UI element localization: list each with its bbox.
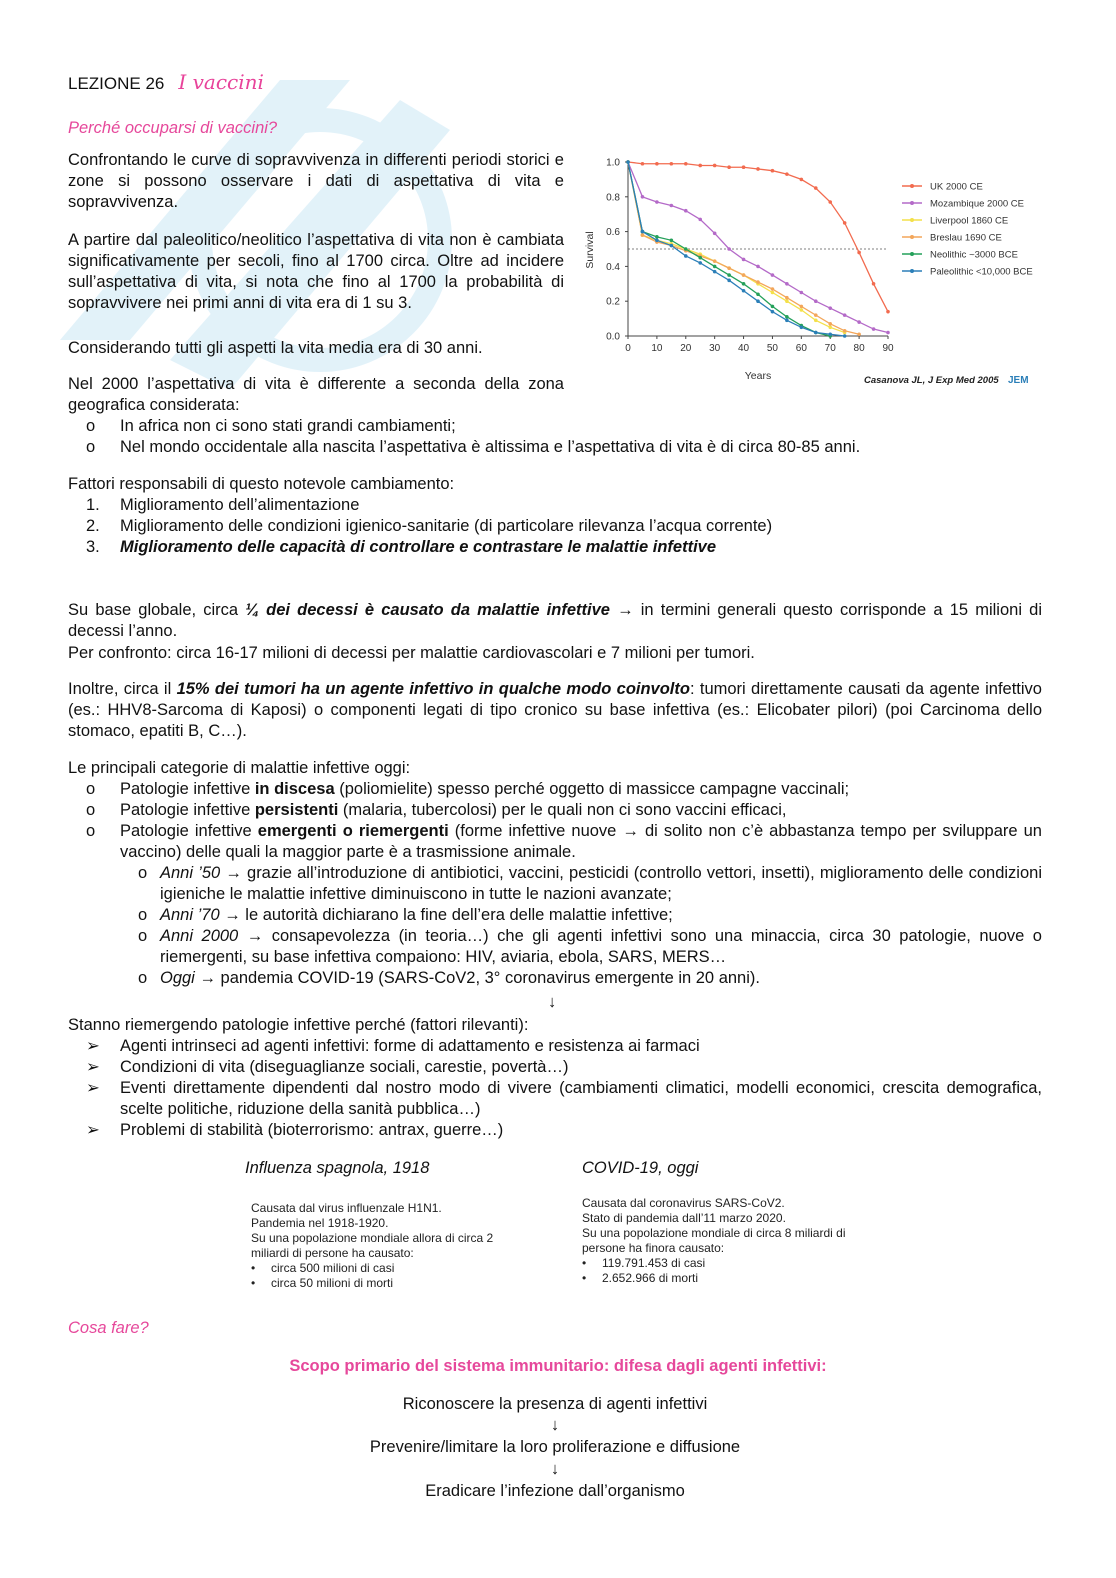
covid-title: COVID-19, oggi — [582, 1159, 699, 1177]
chart-data-point — [814, 331, 818, 335]
text-run: : tumori direttamente causati da agente infettivo (es.: HHV8-Sarcoma di Kaposi) o componenti legati di tipo cronico su base infettiva (es.: Elicobater pilori) (poi Carcinoma dello stomaco, epatiti B, C…). — [68, 680, 1042, 740]
sub-list-item — [68, 926, 1042, 968]
immune-system-heading: Scopo primario del sistema immunitario: difesa dagli agenti infettivi: — [289, 1357, 827, 1375]
chart-data-point — [872, 282, 876, 286]
chart-x-tick-label: 0 — [625, 343, 631, 354]
chart-legend-marker — [910, 235, 914, 239]
chart-data-point — [684, 247, 688, 251]
bullet-marker: o — [138, 864, 148, 882]
list-item-text: Agenti intrinseci ad agenti infettivi: forme di adattamento e resistenza ai farmaci — [120, 1037, 700, 1055]
chart-data-point — [713, 270, 717, 274]
bullet-marker: o — [86, 780, 96, 798]
text-run: (malaria, tubercolosi) per le quali non ci sono vaccini efficaci, — [338, 801, 787, 819]
step-recognize: Riconoscere la presenza di agenti infettivi — [402, 1395, 708, 1413]
factors-list — [68, 495, 1048, 558]
list-item-text: Miglioramento delle condizioni igienico-sanitarie (di particolare rilevanza l’acqua corrente) — [120, 517, 773, 535]
chart-data-point — [756, 280, 760, 284]
sub-list-item — [68, 968, 1042, 989]
chart-data-point — [756, 265, 760, 269]
chart-x-tick-label: 90 — [882, 343, 894, 354]
list-item — [68, 1036, 1042, 1057]
box-line: Causata dal virus influenzale H1N1. — [251, 1201, 442, 1215]
era-label: Anni 2000 — [160, 927, 239, 945]
arrow-bullet-icon: ➢ — [86, 1121, 100, 1139]
chart-data-point — [771, 310, 775, 314]
chart-data-point — [785, 299, 789, 303]
chart-data-point — [655, 200, 659, 204]
paleolithic-paragraph: A partire dal paleolitico/neolitico l’aspettativa di vita non è cambiata significativamente per secoli, fino al 1700 circa. Oltre ad incidere sull’aspettativa di vita, si nota che fino al 1700 la probabilità di sopravvivere nei primi anni di vita era di 1 su 3. — [68, 231, 564, 312]
box-bullet-text: 2.652.966 di morti — [602, 1271, 699, 1285]
chart-data-point — [713, 265, 717, 269]
lesson-header — [68, 72, 264, 94]
box-bullet — [251, 1261, 541, 1276]
down-arrow: ↓ — [550, 1416, 560, 1434]
survival-chart — [572, 146, 1048, 396]
chart-data-point — [843, 334, 847, 338]
chart-data-point — [756, 167, 760, 171]
geo-bullet-list — [68, 416, 1048, 458]
chart-citation: Casanova JL, J Exp Med 2005 — [864, 375, 999, 386]
chart-data-point — [857, 332, 861, 336]
chart-data-point — [800, 291, 804, 295]
list-item — [68, 516, 1048, 537]
chart-data-point — [713, 259, 717, 263]
chart-data-point — [785, 282, 789, 286]
chart-x-tick-label: 80 — [853, 343, 865, 354]
chart-x-tick-label: 20 — [680, 343, 692, 354]
list-item-text: Miglioramento dell’alimentazione — [120, 496, 360, 514]
chart-data-point — [828, 332, 832, 336]
chart-x-tick-label: 10 — [651, 343, 663, 354]
chart-data-point — [713, 164, 717, 168]
text-run-emphasis: emergenti o riemergenti — [257, 822, 449, 840]
chart-y-tick-label: 1.0 — [606, 157, 620, 169]
box-bullet-text: 119.791.453 di casi — [602, 1256, 706, 1270]
text-run-emphasis: ¼ dei decessi è causato da malattie infettive — [245, 601, 610, 619]
chart-data-point — [670, 244, 674, 248]
comparison-paragraph: Per confronto: circa 16-17 milioni di decessi per malattie cardiovascolari e 7 milioni per tumori. — [68, 644, 755, 662]
bullet-dot: • — [251, 1276, 256, 1290]
list-number: 3. — [86, 538, 100, 556]
chart-x-axis-label: Years — [744, 370, 772, 382]
chart-data-point — [814, 186, 818, 190]
year-2000-paragraph: Nel 2000 l’aspettativa di vita è differente a seconda della zona geografica considerata: — [68, 375, 564, 414]
list-item — [68, 416, 1048, 437]
chart-data-point — [756, 292, 760, 296]
box-line: Su una popolazione mondiale di circa 8 miliardi di — [582, 1226, 846, 1240]
box-line: Causata dal coronavirus SARS-CoV2. — [582, 1196, 785, 1210]
list-number: 2. — [86, 517, 100, 535]
chart-data-point — [785, 315, 789, 319]
text-run-emphasis: persistenti — [254, 801, 339, 819]
chart-legend-label: Mozambique 2000 CE — [930, 198, 1024, 210]
spanish-flu-box — [251, 1201, 541, 1291]
list-item — [68, 1120, 1042, 1141]
chart-data-point — [785, 172, 789, 176]
bullet-marker: o — [138, 969, 148, 987]
chart-data-point — [886, 310, 890, 314]
chart-legend-label: Breslau 1690 CE — [930, 232, 1002, 244]
list-item — [68, 537, 1048, 558]
chart-data-point — [698, 256, 702, 260]
chart-data-point — [742, 289, 746, 293]
box-bullet-text: circa 500 milioni di casi — [271, 1261, 395, 1275]
chart-series-line — [628, 162, 888, 333]
text-run-emphasis: 15% dei tumori ha un agente infettivo in qualche modo coinvolto — [176, 680, 690, 698]
todo-question: Cosa fare? — [68, 1319, 149, 1337]
list-item — [68, 495, 1048, 516]
chart-legend-marker — [910, 184, 914, 188]
bullet-marker: o — [86, 822, 96, 840]
handwritten-title: I vaccini — [178, 70, 264, 94]
chart-y-tick-label: 0.2 — [606, 296, 620, 308]
text-run-emphasis: in discesa — [254, 780, 335, 798]
bullet-marker: o — [86, 417, 96, 435]
chart-data-point — [670, 204, 674, 208]
text-run: Patologie infettive — [120, 780, 255, 798]
chart-data-point — [828, 322, 832, 326]
text-run: → consapevolezza (in teoria…) che gli agenti infettivi sono una minaccia, circa 30 patologie, nuove o riemergenti, su base infettiva compaiono: HIV, aviaria, ebola, SARS, MERS… — [160, 927, 1042, 966]
list-item-text: Problemi di stabilità (bioterrorismo: antrax, guerre…) — [120, 1121, 504, 1139]
chart-data-point — [655, 162, 659, 166]
box-line: persone ha finora causato: — [582, 1241, 725, 1255]
chart-data-point — [828, 306, 832, 310]
sub-list-item — [68, 905, 1042, 926]
chart-legend-label: Liverpool 1860 CE — [930, 215, 1009, 227]
chart-data-point — [814, 299, 818, 303]
list-item — [68, 1057, 1042, 1078]
list-item — [68, 779, 1042, 800]
arrow-bullet-icon: ➢ — [86, 1037, 100, 1055]
lesson-number: LEZIONE 26 — [68, 74, 165, 93]
chart-legend-marker — [910, 218, 914, 222]
era-label: Anni ’70 — [160, 906, 220, 924]
chart-data-point — [771, 273, 775, 277]
chart-data-point — [698, 261, 702, 265]
down-arrow: ↓ — [548, 993, 557, 1011]
chart-data-point — [670, 162, 674, 166]
average-life-paragraph: Considerando tutti gli aspetti la vita media era di 30 anni. — [68, 339, 483, 357]
chart-data-point — [785, 296, 789, 300]
chart-data-point — [800, 305, 804, 309]
list-item-text: Nel mondo occidentale alla nascita l’aspettativa è altissima e l’aspettativa di vita è di circa 80-85 anni. — [120, 438, 861, 456]
chart-data-point — [698, 164, 702, 168]
list-item — [68, 437, 1048, 458]
chart-legend-label: UK 2000 CE — [930, 181, 983, 193]
spanish-flu-title: Influenza spagnola, 1918 — [245, 1159, 430, 1177]
era-label: Anni ’50 — [160, 864, 221, 882]
chart-data-point — [843, 313, 847, 317]
chart-data-point — [727, 247, 731, 251]
bullet-marker: o — [86, 438, 96, 456]
chart-legend-marker — [910, 201, 914, 205]
chart-data-point — [872, 327, 876, 331]
chart-journal-mark: JEM — [1008, 375, 1029, 386]
chart-data-point — [641, 162, 645, 166]
chart-data-point — [727, 266, 731, 270]
chart-data-point — [785, 319, 789, 323]
arrow-bullet-icon: ➢ — [86, 1079, 100, 1097]
sub-list-item — [68, 863, 1042, 905]
chart-data-point — [771, 169, 775, 173]
chart-data-point — [727, 165, 731, 169]
chart-data-point — [857, 251, 861, 255]
chart-y-tick-label: 0.8 — [606, 192, 620, 204]
list-number: 1. — [86, 496, 100, 514]
box-line: Su una popolazione mondiale allora di circa 2 — [251, 1231, 494, 1245]
down-arrow: ↓ — [550, 1460, 560, 1478]
chart-data-point — [886, 331, 890, 335]
bullet-marker: o — [86, 801, 96, 819]
chart-x-tick-label: 60 — [795, 343, 807, 354]
box-line: miliardi di persone ha causato: — [251, 1246, 414, 1260]
chart-series-line — [628, 162, 845, 333]
chart-data-point — [655, 239, 659, 243]
chart-data-point — [771, 287, 775, 291]
list-item-text: Miglioramento delle capacità di controllare e contrastare le malattie infettive — [120, 538, 717, 556]
chart-data-point — [828, 326, 832, 330]
chart-x-tick-label: 50 — [766, 343, 779, 354]
chart-data-point — [800, 326, 804, 330]
era-label: Oggi — [160, 969, 195, 987]
chart-data-point — [771, 291, 775, 295]
chart-data-point — [727, 279, 731, 283]
chart-data-point — [756, 299, 760, 303]
text-run: Inoltre, circa il — [68, 680, 177, 698]
chart-data-point — [670, 239, 674, 243]
box-line: Pandemia nel 1918-1920. — [251, 1216, 389, 1230]
chart-x-tick-label: 40 — [737, 343, 750, 354]
bullet-dot: • — [582, 1271, 587, 1285]
chart-data-point — [800, 178, 804, 182]
factors-intro: Fattori responsabili di questo notevole cambiamento: — [68, 475, 455, 493]
chart-data-point — [843, 329, 847, 333]
chart-legend-marker — [910, 269, 914, 273]
arrow-bullet-icon: ➢ — [86, 1058, 100, 1076]
categories-list — [68, 779, 1042, 989]
bullet-dot: • — [251, 1261, 256, 1275]
chart-data-point — [641, 230, 645, 234]
text-run: (forme infettive nuove → di solito non c’è abbastanza tempo per sviluppare un vaccino) delle quali la maggior parte è a trasmissione animale. — [120, 822, 1042, 861]
reemerging-list — [68, 1036, 1042, 1141]
chart-data-point — [684, 254, 688, 258]
bullet-dot: • — [582, 1256, 587, 1270]
list-item-text: In africa non ci sono stati grandi cambiamenti; — [120, 417, 456, 435]
chart-data-point — [857, 320, 861, 324]
chart-data-point — [684, 162, 688, 166]
bullet-marker: o — [138, 927, 148, 945]
chart-y-axis-label: Survival — [584, 231, 596, 269]
box-bullet-text: circa 50 milioni di morti — [271, 1276, 394, 1290]
chart-data-point — [641, 233, 645, 237]
chart-legend-marker — [910, 252, 914, 256]
chart-data-point — [814, 319, 818, 323]
chart-data-point — [742, 273, 746, 277]
text-run: → in termini generali questo corrisponde a 15 milioni di decessi l’anno. — [68, 601, 1042, 640]
chart-data-point — [843, 221, 847, 225]
chart-legend-label: Neolithic ~3000 BCE — [930, 249, 1018, 261]
chart-x-tick-label: 30 — [709, 343, 721, 354]
chart-x-tick-label: 70 — [824, 343, 836, 354]
covid-box — [582, 1196, 892, 1286]
text-run: → pandemia COVID-19 (SARS-CoV2, 3° coronavirus emergente in 20 anni). — [194, 969, 760, 987]
text-run: (poliomielite) spesso perché oggetto di massicce campagne vaccinali; — [334, 780, 850, 798]
chart-data-point — [742, 282, 746, 286]
chart-data-point — [655, 235, 659, 239]
chart-data-point — [742, 165, 746, 169]
chart-data-point — [698, 218, 702, 222]
global-deaths-paragraph — [68, 600, 1042, 642]
chart-data-point — [814, 313, 818, 317]
chart-data-point — [641, 195, 645, 199]
step-eradicate: Eradicare l’infezione dall’organismo — [425, 1482, 685, 1500]
text-run: Patologie infettive — [120, 822, 258, 840]
tumors-paragraph — [68, 679, 1042, 742]
chart-data-point — [828, 200, 832, 204]
box-line: Stato di pandemia dall’11 marzo 2020. — [582, 1211, 786, 1225]
intro-paragraph: Confrontando le curve di sopravvivenza in differenti periodi storici e zone si possono osservare i dati di aspettativa di vita e sopravvivenza. — [68, 151, 564, 211]
text-run: Patologie infettive — [120, 801, 255, 819]
chart-y-tick-label: 0.0 — [606, 331, 620, 343]
list-item-text: Condizioni di vita (diseguaglianze sociali, carestie, povertà…) — [120, 1058, 569, 1076]
box-bullet — [251, 1276, 541, 1291]
list-item — [68, 1078, 1042, 1120]
chart-data-point — [800, 308, 804, 312]
chart-data-point — [771, 305, 775, 309]
categories-intro: Le principali categorie di malattie infettive oggi: — [68, 759, 411, 777]
chart-data-point — [684, 209, 688, 213]
reemerging-intro: Stanno riemergendo patologie infettive perché (fattori rilevanti): — [68, 1016, 529, 1034]
text-run: → grazie all’introduzione di antibiotici, vaccini, pesticidi (controllo vettori, insetti), miglioramento delle condizioni igieniche le malattie infettive diminuiscono in tutte le nazioni avanzate; — [160, 864, 1042, 903]
text-run: Su base globale, circa — [68, 601, 246, 619]
chart-series-line — [628, 162, 859, 334]
chart-series-line — [628, 162, 888, 312]
chart-data-point — [742, 258, 746, 262]
chart-data-point — [727, 273, 731, 277]
bullet-marker: o — [138, 906, 148, 924]
text-run: → le autorità dichiarano la fine dell’era delle malattie infettive; — [219, 906, 673, 924]
chart-legend-label: Paleolithic <10,000 BCE — [930, 266, 1033, 278]
chart-data-point — [626, 160, 630, 164]
step-prevent: Prevenire/limitare la loro proliferazione e diffusione — [369, 1438, 741, 1456]
list-item-text: Eventi direttamente dipendenti dal nostro modo di vivere (cambiamenti climatici, modelli economici, crescita demografica, scelte politiche, riduzione della sanità pubblica…) — [120, 1079, 1042, 1118]
list-item — [68, 800, 1042, 821]
chart-y-tick-label: 0.6 — [606, 227, 620, 239]
chart-data-point — [713, 232, 717, 236]
box-bullet — [582, 1256, 892, 1271]
section-question: Perché occuparsi di vaccini? — [68, 119, 278, 137]
chart-y-tick-label: 0.4 — [606, 261, 620, 273]
box-bullet — [582, 1271, 892, 1286]
list-item — [68, 821, 1042, 863]
